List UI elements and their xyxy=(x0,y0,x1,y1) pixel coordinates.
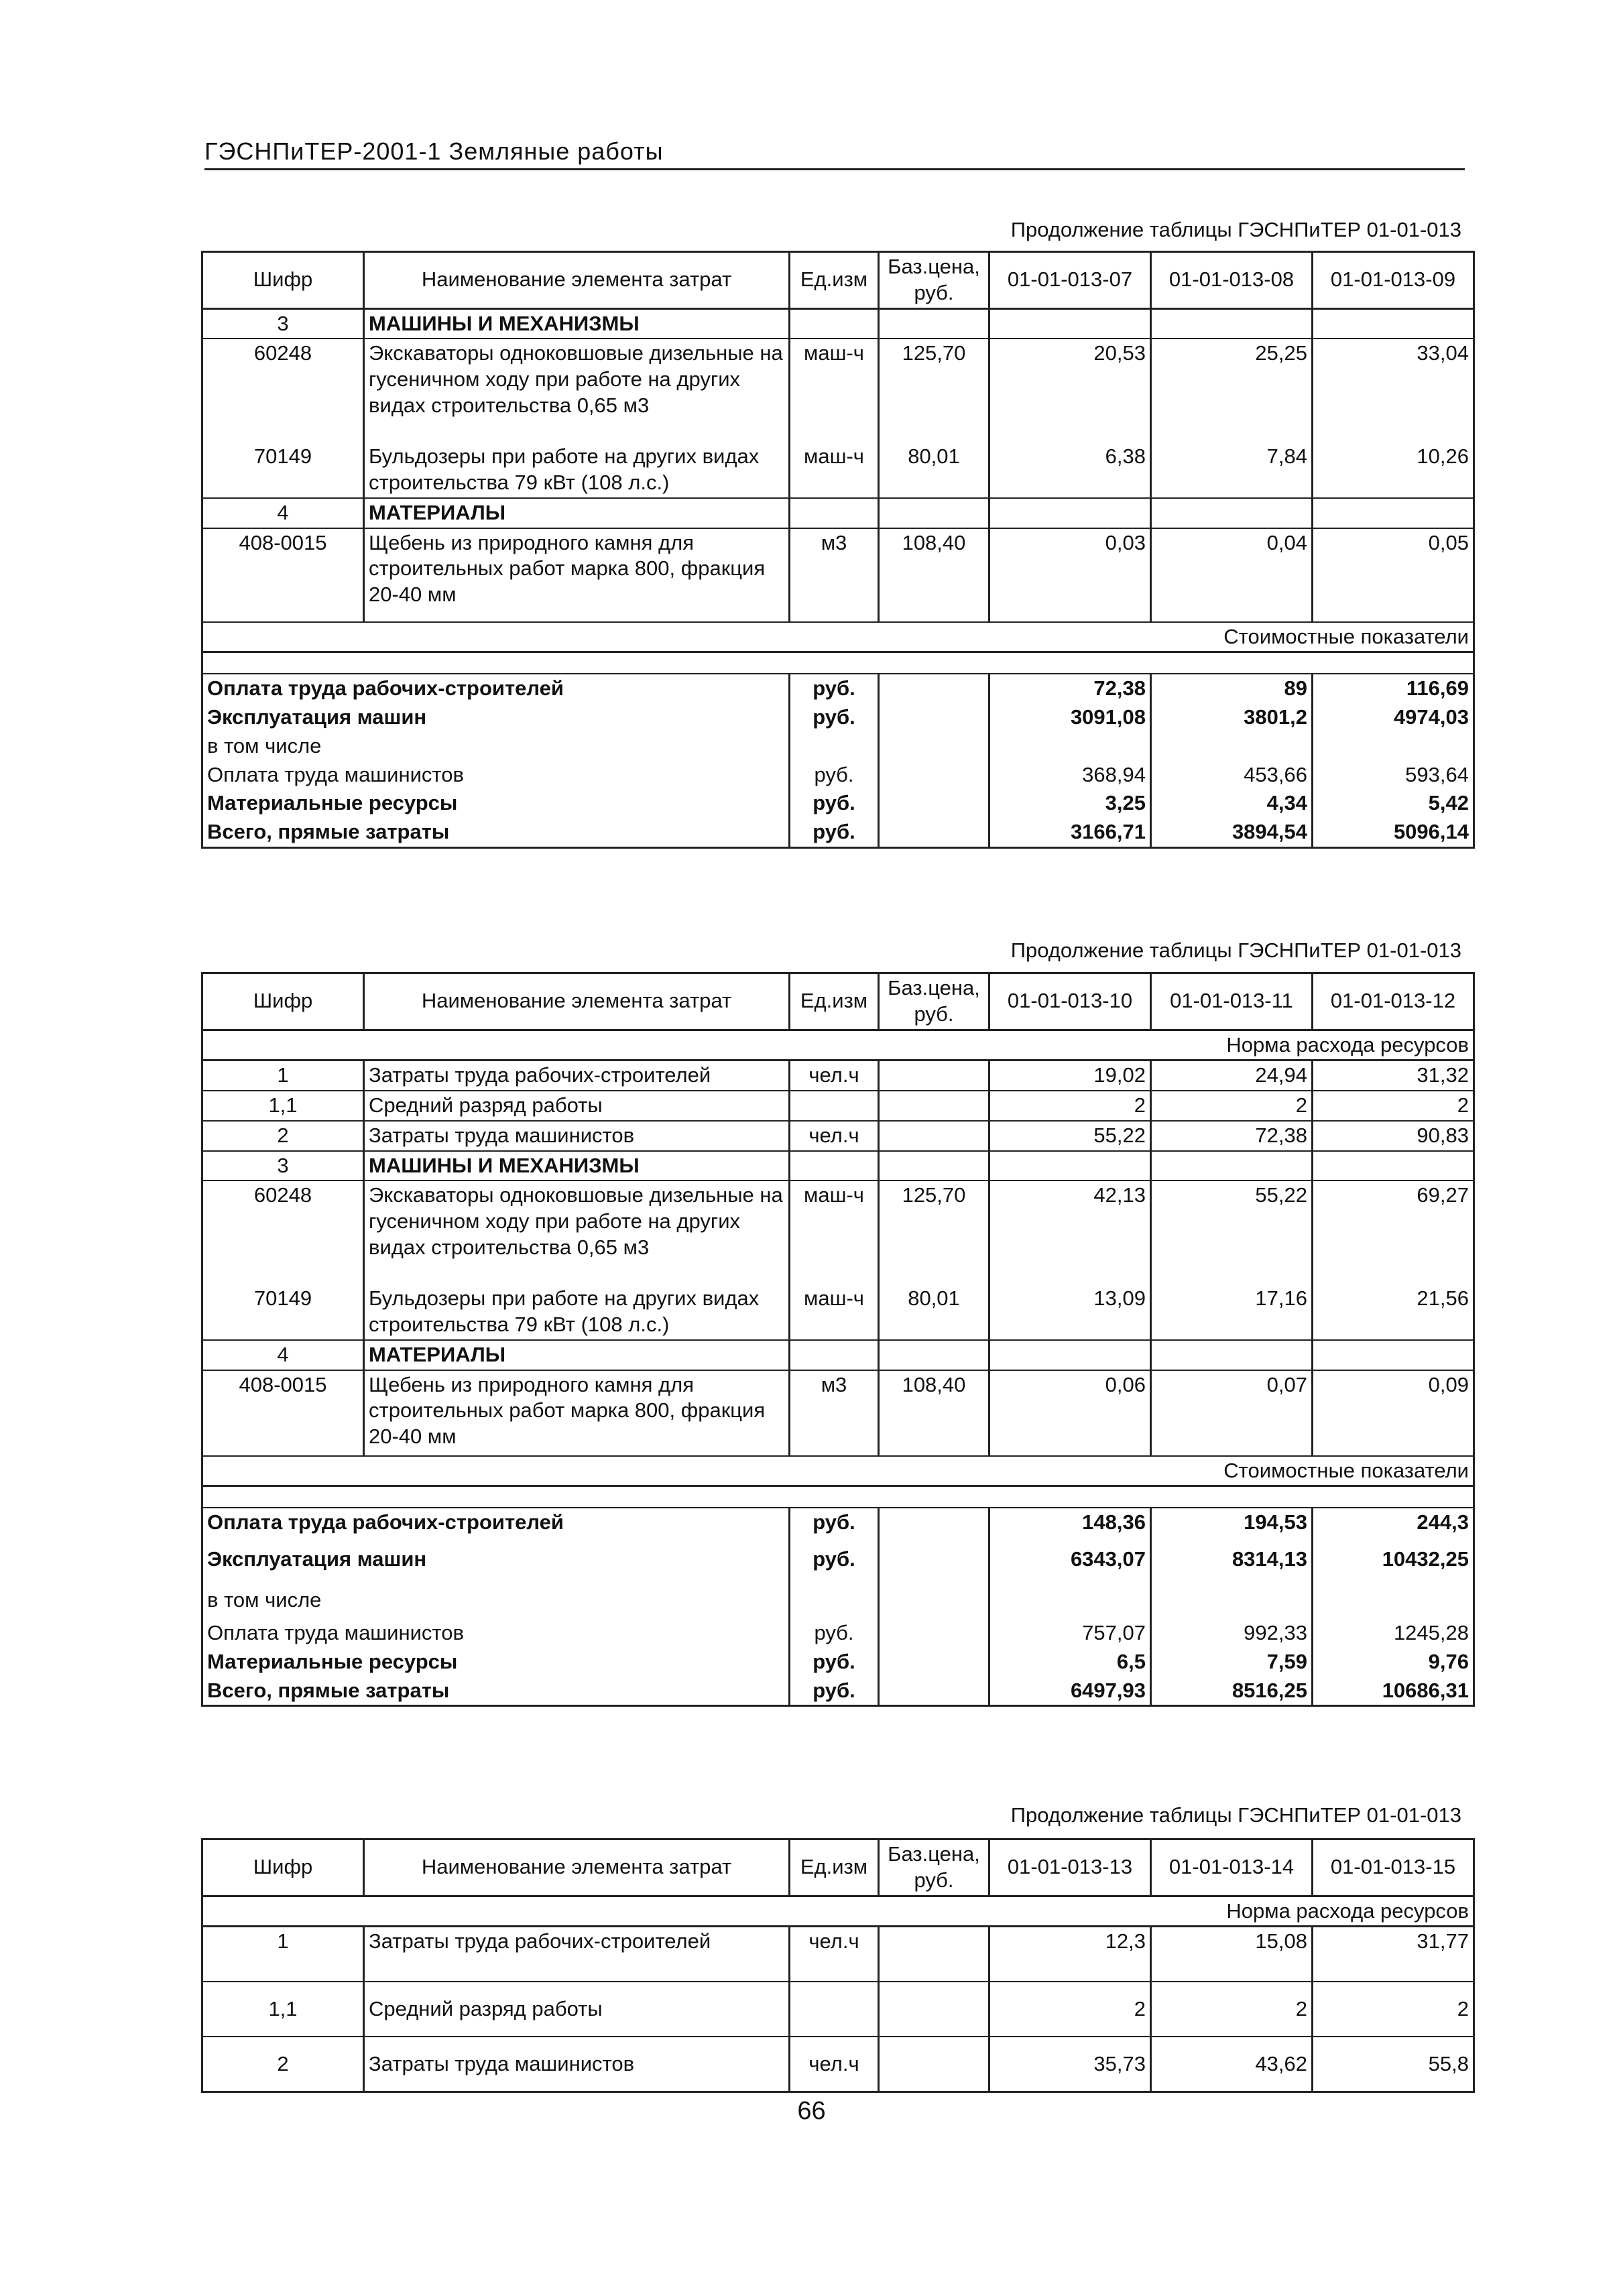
cost-label: Материальные ресурсы xyxy=(202,1648,790,1677)
cost-value: 148,36 xyxy=(989,1508,1151,1537)
cost-value: 10432,25 xyxy=(1382,1547,1469,1571)
cost-label: Всего, прямые затраты xyxy=(202,818,790,847)
row-name: Затраты труда машинистов xyxy=(364,1121,790,1151)
row-name: Бульдозеры при работе на других видах строительства 79 кВт (108 л.с.) xyxy=(364,1284,790,1340)
row-unit: маш-ч xyxy=(790,442,879,498)
row-code: 3 xyxy=(202,308,364,339)
cost-value: 9,76 xyxy=(1428,1649,1469,1673)
norm-band-label: Норма расхода ресурсов xyxy=(202,1896,1474,1927)
table-row xyxy=(202,1091,1474,1121)
row-value: 72,38 xyxy=(1151,1121,1313,1151)
table-header-row xyxy=(202,1839,1474,1896)
cost-value: 10686,31 xyxy=(1382,1678,1469,1702)
col-norm-header: 01-01-013-13 xyxy=(989,1839,1151,1896)
cost-row xyxy=(202,789,1474,818)
cost-value: 6497,93 xyxy=(989,1677,1151,1706)
norm-band-row xyxy=(202,1030,1474,1061)
col-code-header: Шифр xyxy=(202,973,364,1030)
col-name-header: Наименование элемента затрат xyxy=(364,973,790,1030)
table-row xyxy=(202,1151,1474,1181)
table-row xyxy=(202,498,1474,528)
cost-row xyxy=(202,732,1474,761)
col-norm-header: 01-01-013-15 xyxy=(1313,1839,1474,1896)
row-value: 17,16 xyxy=(1151,1284,1313,1340)
table-row xyxy=(202,1982,1474,2037)
cost-row xyxy=(202,761,1474,790)
cost-value: 194,53 xyxy=(1151,1508,1313,1537)
cost-value: 8516,25 xyxy=(1151,1677,1313,1706)
col-name-header: Наименование элемента затрат xyxy=(364,252,790,309)
col-code-header: Шифр xyxy=(202,1839,364,1896)
cost-value: 116,69 xyxy=(1313,674,1474,703)
row-price: 108,40 xyxy=(879,528,989,622)
row-value: 43,62 xyxy=(1151,2037,1313,2092)
col-price-header: Баз.цена, руб. xyxy=(879,252,989,309)
table-row xyxy=(202,1061,1474,1091)
row-value: 2 xyxy=(1151,1982,1313,2037)
row-code: 1,1 xyxy=(202,1982,364,2037)
row-price: 80,01 xyxy=(879,1284,989,1340)
row-code: 408-0015 xyxy=(202,1370,364,1456)
row-code: 3 xyxy=(202,1151,364,1181)
row-name: МАТЕРИАЛЫ xyxy=(364,1340,790,1370)
row-name: Экскаваторы одноковшовые дизельные на гусеничном ходу при работе на других видах строительства 0,65 м3 xyxy=(364,339,790,442)
row-value: 10,26 xyxy=(1313,442,1474,498)
row-code: 1,1 xyxy=(202,1091,364,1121)
row-unit: м3 xyxy=(790,1370,879,1456)
cost-label: Оплата труда рабочих-строителей xyxy=(202,674,790,703)
cost-unit: руб. xyxy=(790,1648,879,1677)
col-price-header: Баз.цена, руб. xyxy=(879,973,989,1030)
row-code: 70149 xyxy=(202,1284,364,1340)
row-unit: чел.ч xyxy=(790,1061,879,1091)
row-value: 0,09 xyxy=(1428,1372,1469,1396)
cost-row xyxy=(202,1508,1474,1537)
table-row xyxy=(202,442,1474,498)
cost-value: 3166,71 xyxy=(989,818,1151,847)
cost-unit: руб. xyxy=(790,1508,879,1537)
cost-value: 244,3 xyxy=(1313,1508,1474,1537)
resource-table-1 xyxy=(201,251,1475,849)
cost-label: Эксплуатация машин xyxy=(202,703,790,732)
row-price: 108,40 xyxy=(879,1370,989,1456)
row-value: 13,09 xyxy=(989,1284,1151,1340)
row-value: 55,8 xyxy=(1428,2051,1469,2075)
cost-band-label: Стоимостные показатели xyxy=(202,622,1474,652)
row-value: 0,06 xyxy=(989,1370,1151,1456)
table-caption: Продолжение таблицы ГЭСНПиТЕР 01-01-013 xyxy=(1010,1803,1461,1827)
row-value: 2 xyxy=(1313,1982,1474,2037)
row-value: 35,73 xyxy=(989,2037,1151,2092)
page-number: 66 xyxy=(797,2097,826,2125)
cost-row xyxy=(202,1677,1474,1706)
row-value: 21,56 xyxy=(1313,1284,1474,1340)
cost-value: 3894,54 xyxy=(1151,818,1313,847)
cost-value: 89 xyxy=(1151,674,1313,703)
cost-value: 3091,08 xyxy=(989,703,1151,732)
resource-table-3 xyxy=(201,1838,1475,2093)
cost-label: Всего, прямые затраты xyxy=(202,1677,790,1706)
row-price: 80,01 xyxy=(879,442,989,498)
row-value: 0,05 xyxy=(1428,530,1469,554)
table-header-row xyxy=(202,973,1474,1030)
row-value: 2 xyxy=(1151,1091,1313,1121)
row-code: 60248 xyxy=(202,339,364,442)
row-name: Щебень из природного камня для строительных работ марка 800, фракция 20-40 мм xyxy=(364,1370,790,1456)
row-name: Щебень из природного камня для строительных работ марка 800, фракция 20-40 мм xyxy=(364,528,790,622)
cost-row xyxy=(202,1619,1474,1648)
table-header-row xyxy=(202,252,1474,309)
cost-unit: руб. xyxy=(790,703,879,732)
row-value: 42,13 xyxy=(989,1181,1151,1284)
cost-label: Оплата труда машинистов xyxy=(202,761,790,790)
row-value: 31,77 xyxy=(1313,1927,1474,1982)
cost-value: 8314,13 xyxy=(1151,1537,1313,1581)
row-name: Бульдозеры при работе на других видах строительства 79 кВт (108 л.с.) xyxy=(364,442,790,498)
document-header: ГЭСНПиТЕР-2001-1 Земляные работы xyxy=(204,137,1465,170)
cost-unit: руб. xyxy=(790,789,879,818)
cost-band-label: Стоимостные показатели xyxy=(202,1456,1474,1486)
row-code: 408-0015 xyxy=(202,528,364,622)
table-row xyxy=(202,1340,1474,1370)
row-name: Средний разряд работы xyxy=(364,1091,790,1121)
table-row xyxy=(202,1927,1474,1982)
row-code: 1 xyxy=(202,1927,364,1982)
row-price: 125,70 xyxy=(879,339,989,442)
row-value: 20,53 xyxy=(989,339,1151,442)
cost-value: 5096,14 xyxy=(1393,820,1469,843)
cost-row xyxy=(202,703,1474,732)
cost-value: 3,25 xyxy=(989,789,1151,818)
row-unit: чел.ч xyxy=(790,2037,879,2092)
row-code: 2 xyxy=(202,1121,364,1151)
row-value: 33,04 xyxy=(1417,341,1469,365)
cost-row xyxy=(202,1648,1474,1677)
row-value: 6,38 xyxy=(989,442,1151,498)
row-value: 7,84 xyxy=(1151,442,1313,498)
cost-unit: руб. xyxy=(790,761,879,790)
row-name: МАШИНЫ И МЕХАНИЗМЫ xyxy=(364,1151,790,1181)
col-unit-header: Ед.изм xyxy=(790,1839,879,1896)
table-row xyxy=(202,1284,1474,1340)
row-code: 2 xyxy=(202,2037,364,2092)
row-value: 0,04 xyxy=(1151,528,1313,622)
cost-label: Материальные ресурсы xyxy=(202,789,790,818)
cost-value: 6,5 xyxy=(989,1648,1151,1677)
table-row xyxy=(202,1181,1474,1284)
table-row xyxy=(202,2037,1474,2092)
col-unit-header: Ед.изм xyxy=(790,973,879,1030)
cost-band-row xyxy=(202,1456,1474,1486)
row-unit: маш-ч xyxy=(790,339,879,442)
row-code: 4 xyxy=(202,498,364,528)
row-value: 12,3 xyxy=(989,1927,1151,1982)
table-caption: Продолжение таблицы ГЭСНПиТЕР 01-01-013 xyxy=(1010,218,1461,241)
table-row xyxy=(202,339,1474,442)
cost-unit: руб. xyxy=(790,1619,879,1648)
cost-value: 5,42 xyxy=(1428,791,1469,815)
row-code: 60248 xyxy=(202,1181,364,1284)
cost-value: 368,94 xyxy=(989,761,1151,790)
cost-label: Эксплуатация машин xyxy=(202,1537,790,1581)
table-caption: Продолжение таблицы ГЭСНПиТЕР 01-01-013 xyxy=(1010,939,1461,962)
row-value: 24,94 xyxy=(1151,1061,1313,1091)
row-name: Затраты труда машинистов xyxy=(364,2037,790,2092)
row-name: МАТЕРИАЛЫ xyxy=(364,498,790,528)
row-value: 0,07 xyxy=(1151,1370,1313,1456)
row-unit: маш-ч xyxy=(790,1181,879,1284)
cost-value: 593,64 xyxy=(1405,762,1469,786)
row-name: Затраты труда рабочих-строителей xyxy=(364,1061,790,1091)
cost-value: 7,59 xyxy=(1151,1648,1313,1677)
cost-value: 757,07 xyxy=(989,1619,1151,1648)
cost-label: в том числе xyxy=(202,1581,790,1619)
cost-value: 4974,03 xyxy=(1393,705,1469,729)
col-norm-header: 01-01-013-07 xyxy=(989,252,1151,309)
row-value: 2 xyxy=(1313,1091,1474,1121)
row-code: 4 xyxy=(202,1340,364,1370)
cost-unit: руб. xyxy=(790,674,879,703)
norm-band-row xyxy=(202,1896,1474,1927)
row-value: 15,08 xyxy=(1151,1927,1313,1982)
cost-row xyxy=(202,674,1474,703)
row-value: 0,03 xyxy=(989,528,1151,622)
cost-value: 72,38 xyxy=(989,674,1151,703)
col-norm-header: 01-01-013-12 xyxy=(1313,973,1474,1030)
table-row xyxy=(202,1370,1474,1456)
row-value: 90,83 xyxy=(1313,1121,1474,1151)
cost-value: 3801,2 xyxy=(1151,703,1313,732)
row-value: 25,25 xyxy=(1151,339,1313,442)
col-norm-header: 01-01-013-14 xyxy=(1151,1839,1313,1896)
row-value: 55,22 xyxy=(989,1121,1151,1151)
cost-unit: руб. xyxy=(790,818,879,847)
row-unit: м3 xyxy=(790,528,879,622)
cost-band-row xyxy=(202,622,1474,652)
col-price-header: Баз.цена, руб. xyxy=(879,1839,989,1896)
cost-label: Оплата труда машинистов xyxy=(202,1619,790,1648)
cost-value: 4,34 xyxy=(1151,789,1313,818)
row-value: 31,32 xyxy=(1313,1061,1474,1091)
col-name-header: Наименование элемента затрат xyxy=(364,1839,790,1896)
resource-table-2 xyxy=(201,972,1475,1707)
norm-band-label: Норма расхода ресурсов xyxy=(202,1030,1474,1061)
row-name: Затраты труда рабочих-строителей xyxy=(364,1927,790,1982)
cost-label: Оплата труда рабочих-строителей xyxy=(202,1508,790,1537)
row-code: 70149 xyxy=(202,442,364,498)
row-value: 19,02 xyxy=(989,1061,1151,1091)
cost-value: 992,33 xyxy=(1151,1619,1313,1648)
row-value: 69,27 xyxy=(1417,1183,1469,1207)
col-norm-header: 01-01-013-11 xyxy=(1151,973,1313,1030)
row-unit: чел.ч xyxy=(790,1121,879,1151)
row-name: Экскаваторы одноковшовые дизельные на гусеничном ходу при работе на других видах строительства 0,65 м3 xyxy=(364,1181,790,1284)
cost-row xyxy=(202,1537,1474,1581)
col-norm-header: 01-01-013-10 xyxy=(989,973,1151,1030)
cost-value: 6343,07 xyxy=(989,1537,1151,1581)
table-row xyxy=(202,528,1474,622)
row-value: 55,22 xyxy=(1151,1181,1313,1284)
table-row xyxy=(202,308,1474,339)
row-unit: чел.ч xyxy=(790,1927,879,1982)
col-norm-header: 01-01-013-09 xyxy=(1313,252,1474,309)
col-unit-header: Ед.изм xyxy=(790,252,879,309)
cost-unit: руб. xyxy=(790,1677,879,1706)
cost-value: 453,66 xyxy=(1151,761,1313,790)
row-value: 2 xyxy=(989,1982,1151,2037)
col-code-header: Шифр xyxy=(202,252,364,309)
table-row xyxy=(202,1121,1474,1151)
row-price: 125,70 xyxy=(879,1181,989,1284)
row-code: 1 xyxy=(202,1061,364,1091)
col-norm-header: 01-01-013-08 xyxy=(1151,252,1313,309)
cost-row xyxy=(202,818,1474,847)
row-unit: маш-ч xyxy=(790,1284,879,1340)
row-name: Средний разряд работы xyxy=(364,1982,790,2037)
cost-value: 1245,28 xyxy=(1393,1621,1469,1644)
cost-label: в том числе xyxy=(202,732,790,761)
row-name: МАШИНЫ И МЕХАНИЗМЫ xyxy=(364,308,790,339)
row-value: 2 xyxy=(989,1091,1151,1121)
cost-row xyxy=(202,1581,1474,1619)
cost-unit: руб. xyxy=(790,1537,879,1581)
